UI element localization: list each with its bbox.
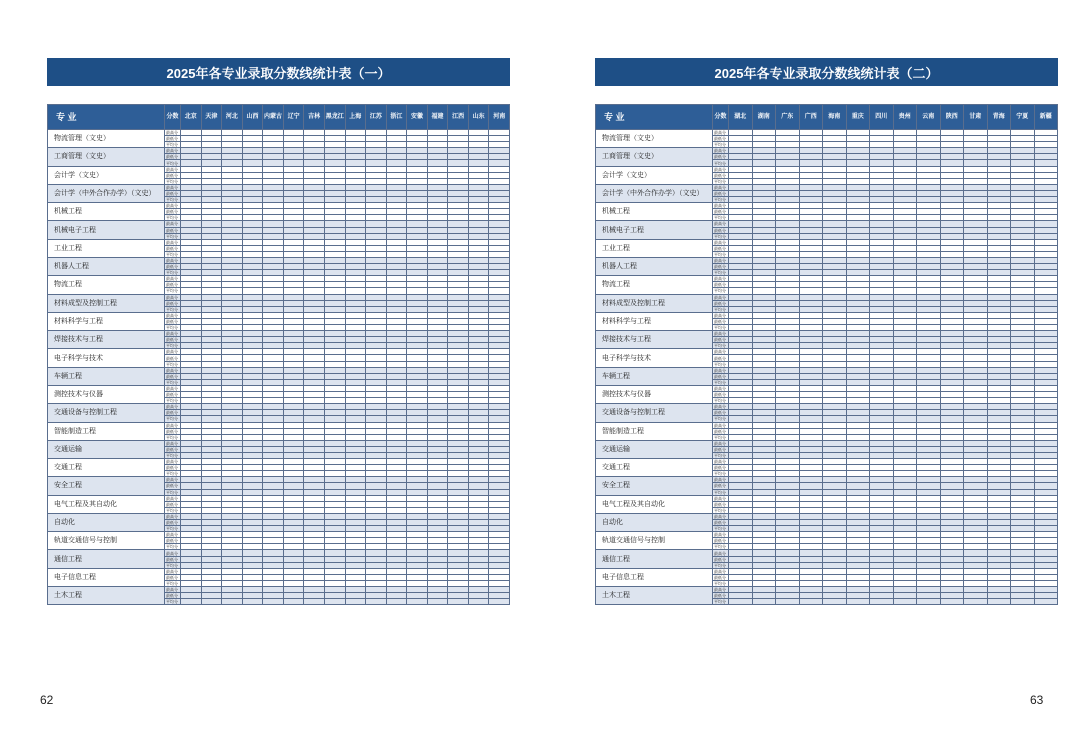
score-type-label: 最低分 [713,446,729,452]
score-type-label: 最高分 [165,331,181,337]
score-type-label: 平均分 [165,270,181,276]
score-type-label: 最低分 [713,264,729,270]
right-page [595,58,1058,605]
score-cell [1011,599,1035,605]
score-type-label: 最低分 [165,282,181,288]
score-type-label: 最高分 [713,495,729,501]
major-name: 物流管理（文史） [596,130,713,148]
score-type-label: 最低分 [165,355,181,361]
score-type-label: 最低分 [713,483,729,489]
score-cell [324,599,345,605]
score-type-label: 最高分 [713,221,729,227]
score-type-label: 平均分 [165,471,181,477]
score-cell [407,599,428,605]
score-type-label: 最低分 [165,172,181,178]
score-type-label: 最低分 [713,465,729,471]
score-type-label: 平均分 [165,489,181,495]
score-type-label: 最低分 [165,410,181,416]
score-type-label: 最高分 [165,440,181,446]
score-type-label: 最低分 [713,501,729,507]
major-name: 通信工程 [596,550,713,568]
score-type-label: 平均分 [713,361,729,367]
score-type-label: 最低分 [713,355,729,361]
score-type-label: 平均分 [713,562,729,568]
score-cell [776,599,800,605]
score-type-label: 最低分 [713,190,729,196]
major-name: 电子科学与技术 [48,349,165,367]
score-cell [752,599,776,605]
score-type-label: 平均分 [713,233,729,239]
major-name: 机器人工程 [596,257,713,275]
score-type-label: 平均分 [165,160,181,166]
left-table-title: 2025年各专业录取分数线统计表（一） [47,58,510,86]
score-type-label: 最低分 [713,227,729,233]
major-name: 交通运输 [596,440,713,458]
major-name: 土木工程 [48,587,165,605]
score-cell [386,599,407,605]
score-type-label: 最高分 [713,166,729,172]
score-type-label: 最低分 [713,282,729,288]
major-name: 通信工程 [48,550,165,568]
score-type-label: 最低分 [713,245,729,251]
province-header: 四川 [870,105,894,130]
score-type-label: 最低分 [165,556,181,562]
score-type-label: 最高分 [713,440,729,446]
score-type-label: 最高分 [713,130,729,136]
score-type-label: 最高分 [165,239,181,245]
score-type-label: 平均分 [165,197,181,203]
score-cell [263,599,284,605]
score-type-label: 平均分 [713,215,729,221]
province-header: 黑龙江 [324,105,345,130]
score-type-label: 平均分 [713,416,729,422]
major-name: 焊接技术与工程 [48,331,165,349]
major-name: 机械工程 [596,203,713,221]
score-type-label: 最低分 [165,154,181,160]
score-type-label: 最高分 [713,367,729,373]
score-type-label: 最高分 [713,385,729,391]
major-name: 电子信息工程 [596,568,713,586]
score-type-label: 最高分 [165,550,181,556]
major-name: 交通设备与控制工程 [48,404,165,422]
major-name: 机器人工程 [48,257,165,275]
score-type-label: 平均分 [165,233,181,239]
score-type-label: 最低分 [713,172,729,178]
score-type-label: 最高分 [165,312,181,318]
score-type-label: 最高分 [165,568,181,574]
score-type-label: 平均分 [165,178,181,184]
province-header: 江西 [448,105,469,130]
score-type-label: 平均分 [713,325,729,331]
score-cell [987,599,1011,605]
score-type-label: 平均分 [713,343,729,349]
score-type-label: 最低分 [713,593,729,599]
major-name: 土木工程 [596,587,713,605]
major-name: 会计学（中外合作办学）（文史） [596,184,713,202]
score-cell [448,599,469,605]
score-type-column-header: 分数 [165,105,181,130]
score-type-label: 最高分 [165,203,181,209]
score-type-label: 平均分 [165,379,181,385]
province-header: 北京 [181,105,202,130]
score-type-label: 最低分 [165,501,181,507]
score-type-label: 最低分 [165,245,181,251]
major-name: 焊接技术与工程 [596,331,713,349]
score-type-label: 最高分 [713,513,729,519]
province-header: 河北 [222,105,243,130]
score-type-label: 平均分 [713,580,729,586]
province-header: 广西 [799,105,823,130]
major-name: 车辆工程 [48,367,165,385]
score-cell [964,599,988,605]
score-cell [799,599,823,605]
score-type-label: 最高分 [713,532,729,538]
score-type-label: 平均分 [165,215,181,221]
score-type-label: 最低分 [165,465,181,471]
score-type-label: 最高分 [713,477,729,483]
province-header: 陕西 [940,105,964,130]
major-name: 测控技术与仪器 [596,385,713,403]
right-score-table [595,104,1058,605]
score-type-label: 最高分 [713,257,729,263]
score-type-label: 平均分 [713,178,729,184]
score-type-label: 最低分 [713,300,729,306]
score-type-label: 平均分 [713,251,729,257]
score-type-label: 最高分 [713,203,729,209]
score-cell [940,599,964,605]
score-type-label: 最低分 [165,190,181,196]
major-name: 机械电子工程 [48,221,165,239]
major-column-header: 专 业 [596,105,713,130]
major-name: 物流管理（文史） [48,130,165,148]
score-type-label: 最高分 [713,587,729,593]
score-type-label: 最高分 [165,404,181,410]
major-name: 工业工程 [596,239,713,257]
score-cell [893,599,917,605]
score-type-label: 最高分 [165,587,181,593]
score-cell [222,599,243,605]
province-header: 海南 [823,105,847,130]
score-cell [489,599,510,605]
score-type-label: 最低分 [165,392,181,398]
major-name: 智能制造工程 [596,422,713,440]
province-header: 山东 [468,105,489,130]
score-type-label: 平均分 [713,288,729,294]
score-type-label: 平均分 [165,416,181,422]
score-type-label: 最高分 [165,385,181,391]
major-name: 会计学（文史） [596,166,713,184]
score-type-label: 最低分 [713,428,729,434]
score-type-label: 最低分 [713,318,729,324]
score-type-label: 平均分 [165,142,181,148]
province-header: 新疆 [1034,105,1058,130]
province-header: 甘肃 [964,105,988,130]
score-type-label: 平均分 [713,379,729,385]
score-type-label: 最高分 [165,257,181,263]
score-type-label: 平均分 [165,526,181,532]
province-header: 上海 [345,105,366,130]
right-page-number: 63 [1030,693,1044,707]
score-type-label: 平均分 [165,288,181,294]
score-type-label: 最高分 [165,148,181,154]
major-name: 机械工程 [48,203,165,221]
score-type-label: 平均分 [713,544,729,550]
score-type-label: 平均分 [165,325,181,331]
score-type-label: 最低分 [713,556,729,562]
major-name: 自动化 [48,513,165,531]
score-type-label: 平均分 [713,142,729,148]
score-type-label: 平均分 [713,452,729,458]
score-cell [304,599,325,605]
score-cell [427,599,448,605]
major-name: 材料科学与工程 [596,312,713,330]
score-cell [242,599,263,605]
score-type-label: 最高分 [713,550,729,556]
score-type-label: 最低分 [165,209,181,215]
left-page [47,58,510,605]
score-type-label: 平均分 [165,580,181,586]
score-type-label: 最高分 [165,130,181,136]
score-type-label: 最高分 [165,459,181,465]
score-type-label: 最高分 [713,568,729,574]
major-name: 智能制造工程 [48,422,165,440]
major-name: 工商管理（文史） [48,148,165,166]
score-type-label: 最高分 [165,184,181,190]
score-type-label: 平均分 [165,507,181,513]
score-type-label: 最高分 [713,404,729,410]
score-type-label: 平均分 [713,599,729,605]
score-type-label: 平均分 [165,251,181,257]
score-type-label: 最高分 [165,532,181,538]
score-type-label: 最高分 [713,459,729,465]
score-type-label: 平均分 [165,434,181,440]
major-name: 会计学（中外合作办学）（文史） [48,184,165,202]
score-type-label: 最低分 [713,337,729,343]
score-type-label: 最低分 [713,154,729,160]
score-type-label: 最低分 [713,410,729,416]
score-type-label: 最低分 [165,373,181,379]
score-type-label: 最高分 [165,166,181,172]
major-name: 物流工程 [48,276,165,294]
score-type-label: 平均分 [713,471,729,477]
score-type-label: 最低分 [165,538,181,544]
score-type-label: 平均分 [165,599,181,605]
score-type-label: 最低分 [713,209,729,215]
score-cell [823,599,847,605]
province-header: 青海 [987,105,1011,130]
major-name: 交通工程 [596,459,713,477]
score-type-label: 平均分 [165,562,181,568]
major-name: 自动化 [596,513,713,531]
score-type-label: 平均分 [165,452,181,458]
major-name: 工业工程 [48,239,165,257]
major-name: 材料成型及控制工程 [596,294,713,312]
score-cell [201,599,222,605]
score-type-label: 最高分 [713,422,729,428]
score-cell [870,599,894,605]
score-cell [181,599,202,605]
province-header: 江苏 [366,105,387,130]
right-table-title: 2025年各专业录取分数线统计表（二） [595,58,1058,86]
province-header: 湖北 [729,105,753,130]
score-type-label: 最低分 [165,300,181,306]
score-type-label: 最低分 [713,520,729,526]
score-type-label: 最高分 [165,276,181,282]
score-cell [1034,599,1058,605]
major-name: 电气工程及其自动化 [48,495,165,513]
score-type-label: 平均分 [713,306,729,312]
major-name: 物流工程 [596,276,713,294]
score-type-label: 最高分 [165,367,181,373]
major-name: 交通工程 [48,459,165,477]
score-cell [846,599,870,605]
province-header: 福建 [427,105,448,130]
score-type-label: 最高分 [713,148,729,154]
left-score-table [47,104,510,605]
province-header: 安徽 [407,105,428,130]
province-header: 云南 [917,105,941,130]
score-type-label: 平均分 [713,160,729,166]
score-type-label: 最高分 [713,331,729,337]
score-type-label: 最高分 [713,312,729,318]
left-page-number: 62 [40,693,54,707]
score-type-label: 最高分 [165,513,181,519]
major-name: 轨道交通信号与控制 [596,532,713,550]
score-type-label: 最低分 [165,227,181,233]
score-cell [917,599,941,605]
score-cell [729,599,753,605]
score-type-label: 平均分 [713,434,729,440]
major-name: 材料成型及控制工程 [48,294,165,312]
score-type-label: 平均分 [165,398,181,404]
score-type-label: 最高分 [713,294,729,300]
score-cell [366,599,387,605]
score-type-label: 最高分 [713,239,729,245]
score-type-label: 平均分 [165,544,181,550]
score-type-label: 最高分 [165,221,181,227]
score-cell [283,599,304,605]
score-type-label: 最高分 [165,422,181,428]
score-type-label: 平均分 [713,398,729,404]
province-header: 宁夏 [1011,105,1035,130]
score-type-label: 最低分 [165,446,181,452]
major-name: 工商管理（文史） [596,148,713,166]
score-type-label: 平均分 [713,489,729,495]
province-header: 山西 [242,105,263,130]
score-type-label: 最高分 [713,349,729,355]
score-type-label: 最低分 [165,428,181,434]
major-name: 电子信息工程 [48,568,165,586]
score-type-label: 最低分 [713,538,729,544]
score-type-label: 最高分 [165,349,181,355]
score-type-label: 最低分 [165,593,181,599]
score-type-label: 最高分 [165,495,181,501]
major-name: 材料科学与工程 [48,312,165,330]
score-type-label: 最低分 [165,520,181,526]
score-type-label: 最低分 [165,264,181,270]
major-name: 车辆工程 [596,367,713,385]
major-name: 电气工程及其自动化 [596,495,713,513]
province-header: 浙江 [386,105,407,130]
score-cell [468,599,489,605]
major-name: 轨道交通信号与控制 [48,532,165,550]
score-type-label: 最低分 [713,373,729,379]
score-type-label: 最低分 [165,136,181,142]
score-type-label: 最高分 [713,184,729,190]
major-name: 机械电子工程 [596,221,713,239]
province-header: 天津 [201,105,222,130]
score-type-label: 最低分 [165,483,181,489]
score-type-label: 最低分 [713,392,729,398]
major-name: 交通运输 [48,440,165,458]
province-header: 湖南 [752,105,776,130]
major-name: 安全工程 [596,477,713,495]
score-type-label: 平均分 [165,306,181,312]
score-type-label: 平均分 [165,361,181,367]
province-header: 辽宁 [283,105,304,130]
score-type-label: 最高分 [713,276,729,282]
score-type-label: 最低分 [713,136,729,142]
score-type-label: 最低分 [165,318,181,324]
score-type-label: 最低分 [713,574,729,580]
score-type-label: 最低分 [165,574,181,580]
score-type-column-header: 分数 [713,105,729,130]
major-name: 交通设备与控制工程 [596,404,713,422]
major-column-header: 专 业 [48,105,165,130]
major-name: 会计学（文史） [48,166,165,184]
score-type-label: 平均分 [713,507,729,513]
province-header: 河南 [489,105,510,130]
score-type-label: 平均分 [713,270,729,276]
score-cell [345,599,366,605]
province-header: 广东 [776,105,800,130]
score-type-label: 平均分 [713,197,729,203]
province-header: 内蒙古 [263,105,284,130]
score-type-label: 最高分 [165,294,181,300]
score-type-label: 最低分 [165,337,181,343]
province-header: 贵州 [893,105,917,130]
major-name: 测控技术与仪器 [48,385,165,403]
province-header: 重庆 [846,105,870,130]
score-type-label: 平均分 [713,526,729,532]
major-name: 安全工程 [48,477,165,495]
major-name: 电子科学与技术 [596,349,713,367]
score-type-label: 平均分 [165,343,181,349]
score-type-label: 最高分 [165,477,181,483]
province-header: 吉林 [304,105,325,130]
